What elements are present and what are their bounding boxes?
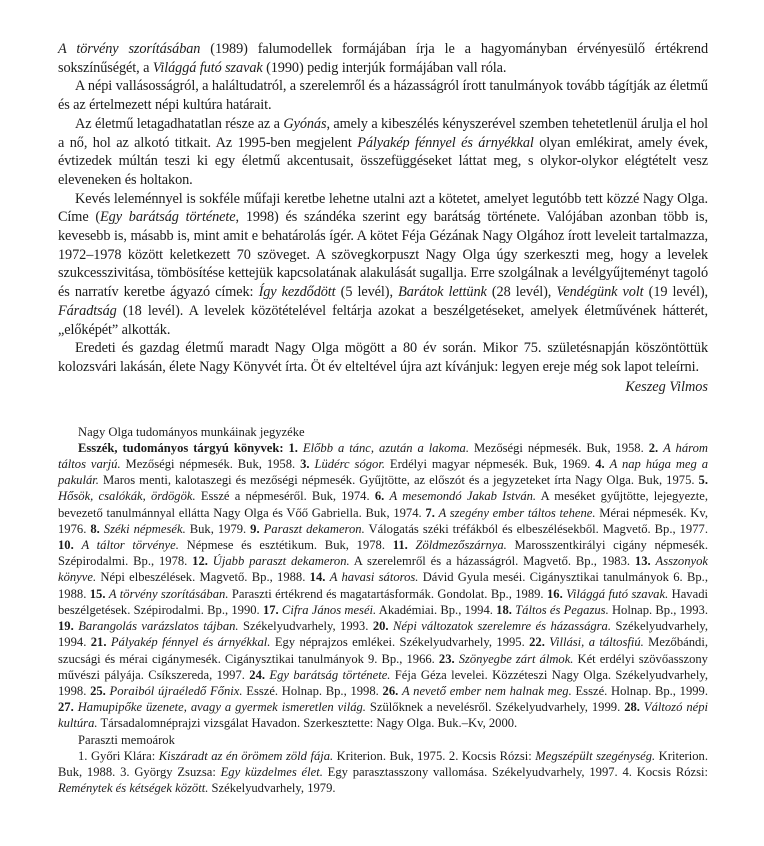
entry-number: 8. [90, 521, 100, 536]
entry-details: Marosszentkirályi cigány népmesék. Szépirodalmi. Bp., 1978. [58, 538, 708, 569]
bibliography-entry [58, 619, 368, 633]
entry-title: Világgá futó szavak. [566, 586, 669, 601]
entry-number: 2. [448, 748, 459, 763]
italic-title: Gyónás [283, 115, 327, 132]
bibliography-entry [383, 684, 709, 698]
memoir-author: Györgу Zsuzsa: [134, 764, 221, 779]
entry-details: Dávid Gyula meséi. Cigánysztikai tanulmányok 6. Bp., 1988. [58, 570, 708, 601]
text-run: Az életmű letagadhatatlan része az a [75, 115, 284, 132]
entry-number: 20. [372, 619, 389, 634]
italic-title: Így kezdődött [258, 284, 336, 301]
entry-title: Kiszáradt az én örömem zöld fája. [158, 748, 334, 763]
entry-details: Mérai népmesék. Kv, 1976. [58, 505, 708, 536]
text-run: (1990) pedig interjúk formájában vall róla. [262, 59, 507, 76]
entry-number: 12. [192, 554, 208, 569]
entry-details: Maros menti, kalotaszegi és mezőségi népmesék. Gyűjtötte, az előszót és a jegyzeteket írta Nagy Olga. Buk, 1975. [98, 473, 695, 488]
entry-details: Népi elbeszélések. Magvető. Bp., 1988. [96, 570, 306, 585]
entry-details: Székelyudvarhely, 1994. [58, 619, 709, 650]
entry-title: Előbb a tánc, azután a lakoma. [302, 440, 469, 455]
entry-title: Paraszt dekameron. [263, 521, 365, 536]
entry-number: 11. [392, 538, 408, 553]
entry-number: 1. [288, 440, 298, 455]
entry-details: Mezőbándi, szucsági és mérai cigánymesék. Cigánysztikai tanulmányok 9. Bp., 1966. [58, 635, 708, 666]
entry-details: Esszé. Holnap. Bp., 1999. [571, 683, 709, 698]
entry-number: 28. [624, 700, 640, 715]
entry-details: Havadi beszélgetések. Szépirodalmi. Bp., 1990. [58, 586, 708, 617]
text-run: (28 levél), [486, 284, 557, 301]
entry-number: 25. [90, 683, 106, 698]
entry-title: Egy küzdelmes élet. [220, 764, 323, 779]
bibliography-entry [58, 700, 620, 714]
bibliography-heading: Nagy Olga tudományos munkáinak jegyzéke [78, 424, 305, 439]
entry-title: Hamupipőke üzenete, avagy a gyermek ismeretlen világ. [77, 700, 366, 715]
entry-number: 13. [634, 554, 651, 569]
document-page [58, 40, 708, 796]
entry-number: 16. [547, 586, 563, 601]
entry-title: Asszonyok könyve. [58, 554, 708, 585]
entry-number: 15. [89, 586, 106, 601]
entry-number: 14. [309, 570, 326, 585]
entry-details: Mezőségi népmesék. Buk, 1958. [469, 440, 644, 455]
entry-title: Villási, a táltosfiú. [549, 635, 644, 650]
entry-title: Barangolás varázslatos tájban. [78, 619, 239, 634]
italic-title: Barátok lettünk [398, 284, 487, 301]
memoir-author: Győri Klára: [90, 748, 159, 763]
entry-details: Népmese és esztétikum. Buk, 1978. [178, 538, 385, 553]
entry-title: Cifra János meséi. [281, 602, 377, 617]
entry-title: Egy barátság története. [269, 667, 391, 682]
entry-title: A táltor törvénye. [81, 538, 179, 553]
entry-title: A havasi sátoros. [329, 570, 419, 585]
italic-title: Fáradtság [58, 302, 117, 319]
entry-title: Zöldmezőszárnya. [415, 538, 507, 553]
italic-title: Egy barátság története [100, 209, 236, 226]
entry-number: 22. [529, 635, 545, 650]
memoir-heading: Paraszti memoárok [78, 732, 175, 747]
author-signature: Keszeg Vilmos [625, 378, 708, 395]
entry-number: 7. [425, 505, 435, 520]
entry-details: Buk, 1979. [185, 521, 247, 536]
bibliography-entry [263, 603, 493, 617]
text-run: A népi vallásosságról, a haláltudatról, a szerelemről és a házasságról írott tanulmányok tovább tágítják az életmű és az értelmezett népi kultúra határait. [58, 78, 708, 114]
bibliography-entry [58, 538, 385, 552]
bibliography [58, 424, 708, 797]
entry-number: 4. [595, 457, 605, 472]
entry-title: A mesemondó Jakab István. [389, 489, 537, 504]
entry-title: Reménytek és kétségek között. [58, 781, 209, 796]
memoir-entries [58, 748, 708, 797]
entry-number: 21. [90, 635, 107, 650]
bibliography-entry [192, 554, 630, 568]
entry-details: A meséket gyűjtötte, lejegyezte, bevezető tanulmánnyal ellátta Nagy Olga és Vőő Gabriella. Buk, 1974. [58, 489, 708, 520]
entry-title: Újabb paraszt dekameron. [212, 554, 350, 569]
text-run: (5 levél), [335, 284, 399, 301]
entry-number: 9. [250, 521, 260, 536]
entry-details: Mezőségi népmesék. Buk, 1958. [120, 457, 296, 472]
text-run: Kevés leleménnyel is sokféle műfaji keretbe lehetne utalni azt a kötetet, amelyet legutóbb tett közzé Nagy Olga. Címe ( [58, 190, 708, 226]
entry-number: 27. [58, 700, 74, 715]
entry-details: Válogatás széki tréfákból és elbeszélésekből. Magvető. Bp., 1977. [364, 521, 708, 536]
italic-title: Pályakép fénnyel és árnyékkal [357, 134, 534, 151]
text-run: , amely a kibeszélés kényszerével szemben tehetetlenül árulja el hol a nő, hol az alkotó titkait. Az 1995-ben megjelent [58, 115, 708, 151]
entry-number: 26. [382, 683, 399, 698]
entry-title: Pályakép fénnyel és árnyékkal. [110, 635, 271, 650]
entry-number: 17. [262, 602, 279, 617]
article-body [58, 40, 708, 377]
body-paragraph [58, 40, 708, 77]
entry-title: A nap húga meg a pakulár. [58, 457, 708, 488]
entry-number: 3. [300, 457, 310, 472]
entry-details: Székelyudvarhely, 1993. [238, 619, 369, 634]
bibliography-entry [90, 684, 379, 698]
entry-details: Féja Géza levelei. Közzéteszi Nagy Olga. Székelyudvarhely, 1998. [58, 667, 708, 698]
entry-details: Szülőknek a nevelésről. Székelyudvarhely, 1999. [365, 700, 621, 715]
entry-title: Hősök, csalókák, ördögök. [58, 489, 196, 504]
entry-details: Két erdélyi szövőasszony művészi pályája. Csíkszereda, 1997. [58, 651, 708, 682]
memoir-entry [78, 749, 445, 763]
entry-details: A szerelemről és a házasságról. Magvető. Bp., 1983. [349, 554, 631, 569]
bibliography-entry [90, 587, 544, 601]
entry-details: Akadémiai. Bp., 1994. [376, 602, 493, 617]
text-run: olyan emlékirat, amely évek, évtizedek múltán teszi ki egy életmű akcentusait, összefüggéseket láttat meg, s olykor-olykor elégtételt vesz eleveneken és holtakon. [58, 134, 708, 188]
body-paragraph [58, 339, 708, 376]
entry-number: 19. [58, 619, 74, 634]
italic-title: A törvény szorításában [58, 41, 201, 57]
text-run: (1989) falumodellek formájában írja le a hagyományban érvényesülő értékrend sokszínűségét, a [58, 41, 708, 76]
entry-number: 2. [648, 440, 659, 455]
text-run: (18 levél). A levelek közötételével feltárja azokat a beszélgetéseket, amelyek életművének hátterét, „előképét” alkották. [58, 302, 708, 338]
bibliography-entry [91, 635, 525, 649]
entry-details: Esszé a népmeséről. Buk, 1974. [195, 489, 370, 504]
entry-number: 18. [496, 602, 512, 617]
entry-number: 24. [249, 667, 266, 682]
entry-title: A szegény ember táltos tehene. [438, 505, 596, 520]
entry-title: Széki népmesék. [103, 521, 186, 536]
entry-number: 1. [78, 748, 88, 763]
bibliography-entry [250, 522, 708, 536]
body-paragraph [58, 190, 708, 340]
entry-details: Esszé. Holnap. Bp., 1998. [242, 683, 379, 698]
entry-details: Egy parasztasszony vallomása. Székelyudvarhely, 1997. [322, 764, 618, 779]
entry-title: A három táltos varjú. [58, 440, 708, 472]
italic-title: Vendégünk volt [556, 284, 644, 301]
entry-title: A nevető ember nem halnak meg. [401, 683, 572, 698]
entry-title: Táltos és Pegazus. [515, 602, 609, 617]
entry-title: Szönyegbe zárt álmok. [458, 651, 574, 666]
entry-details: Kriterion. Buk, 1988. [58, 748, 708, 779]
entry-number: 4. [622, 764, 632, 779]
body-paragraph [58, 77, 708, 114]
bibliography-entry [496, 603, 708, 617]
bibliography-entries [58, 440, 708, 732]
text-run: , 1998) és szándéka szerint egy barátság története. Valójában azonban több is, kevesebb is, másabb is, mint amit e behatárolás ígér. A kötet Féja Gézának Nagy Olgához írott leveleit tartalmazza, 1972–1978 között keletkezett 70 szöveget. A szövegkorpuszt Nagy Olga úgy szerkeszti meg, hogy a levelek szukcesszivitása, tömbösítése kettejük kapcsolatának alakulását sugallja. Erre szolgálnak a levélgyűjteményt tagoló és narratív keretbe ágyazó címek: [58, 209, 708, 301]
entry-title: Népi változatok szerelemre és házasságra. [393, 619, 612, 634]
entry-details: Egy néprajzos emlékei. Székelyudvarhely, 1995. [270, 635, 525, 650]
bibliography-entry [289, 441, 644, 455]
bibliography-entry [90, 522, 246, 536]
entry-details: Székelyudvarhely, 1979. [208, 781, 336, 796]
entry-title: Megszépült szegénység. [535, 748, 656, 763]
entry-details: Paraszti értékrend és magatartásformák. Gondolat. Bp., 1989. [228, 586, 544, 601]
entry-details: Holnap. Bp., 1993. [608, 602, 708, 617]
entry-details: Társadalomnéprajzi vizsgálat Havadon. Szerkesztette: Nagy Olga. Buk.–Kv, 2000. [97, 716, 518, 731]
memoir-author: Kocsis Rózsi: [461, 748, 536, 763]
text-run: (19 levél), [643, 284, 708, 301]
entry-number: 3. [120, 764, 130, 779]
entry-title: Változó népi kultúra. [58, 700, 708, 731]
bibliography-subheading: Esszék, tudományos tárgyú könyvek: [78, 440, 284, 455]
entry-title: Lüdérc sógor. [314, 457, 385, 472]
entry-details: Erdélyi magyar népmesék. Buk, 1969. [385, 457, 591, 472]
entry-number: 23. [438, 651, 455, 666]
memoir-author: Kocsis Rózsi: [636, 764, 709, 779]
entry-title: Poraiból újraéledő Főnix. [109, 683, 243, 698]
entry-number: 6. [374, 489, 385, 504]
italic-title: Világgá futó szavak [152, 59, 263, 76]
body-paragraph [58, 115, 708, 190]
entry-details: Kriterion. Buk, 1975. [333, 748, 446, 763]
entry-number: 5. [698, 473, 708, 488]
memoir-entry [120, 765, 618, 779]
entry-number: 10. [58, 538, 74, 553]
bibliography-entry [300, 457, 590, 471]
text-run: Eredeti és gazdag életmű maradt Nagy Olga mögött a 80 év során. Mikor 75. születésnapján köszöntöttük kolozsvári lakásán, élete Nagy Könyvét írta. Öt év elteltével újra azt kívánjuk: legyen ereje még sok lapot teleírni. [58, 340, 708, 375]
entry-title: A törvény szorításában. [108, 586, 229, 601]
